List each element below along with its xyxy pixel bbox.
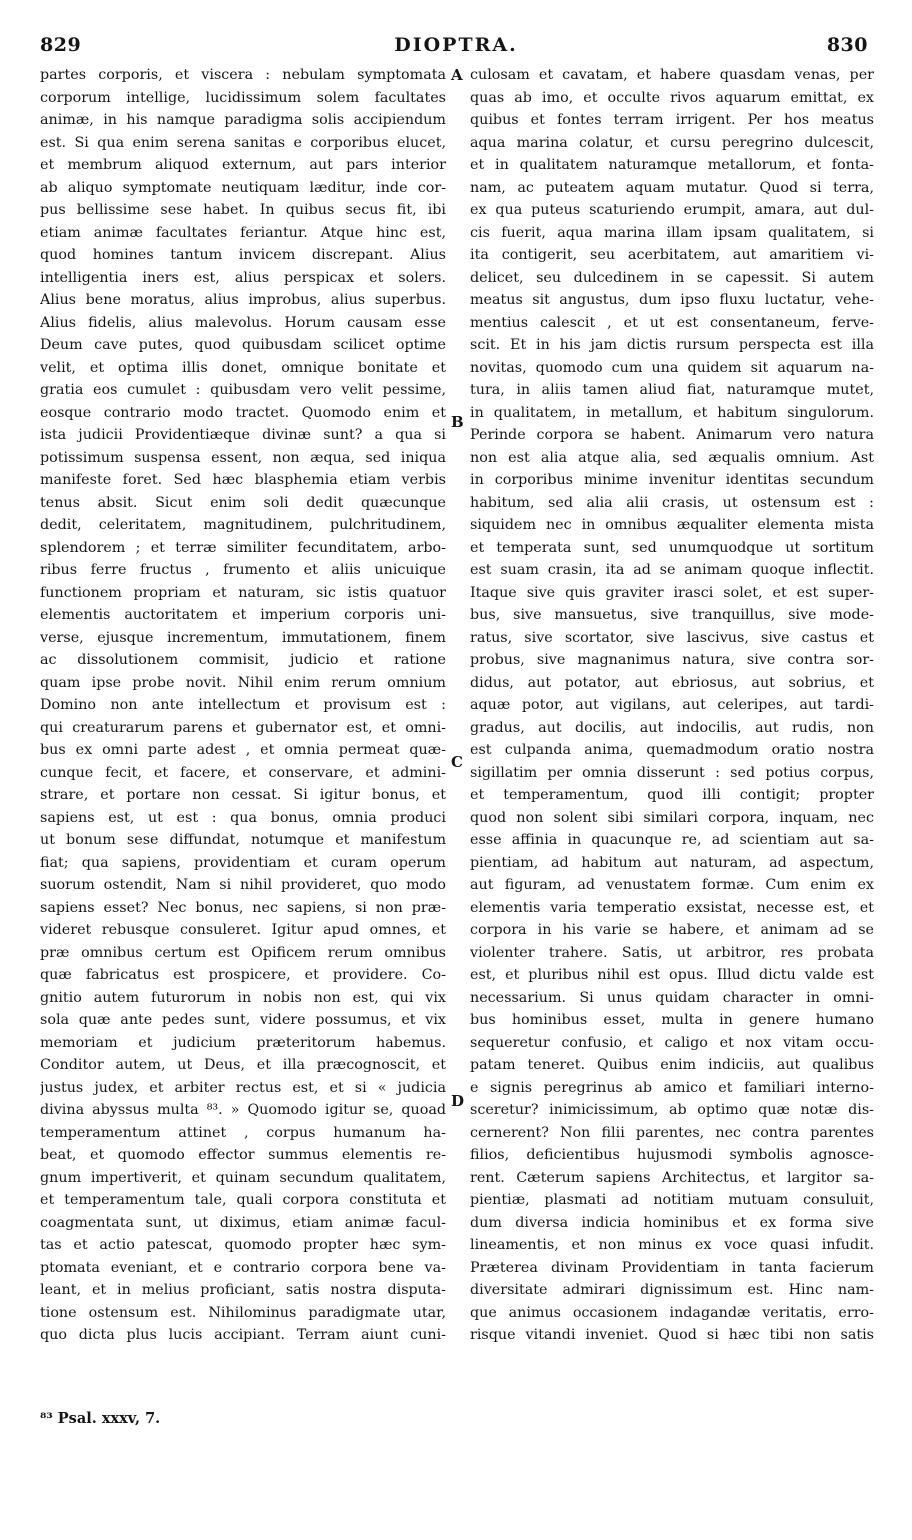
section-marker-c: C: [451, 753, 463, 771]
text-line: nam, ac puteatem aquam mutatur. Quod si terra,: [470, 179, 874, 196]
section-marker-d: D: [451, 1092, 465, 1110]
text-line: siquidem nec in omnibus æqualiter elementa mista: [470, 517, 874, 533]
text-line: animæ, in his namque paradigma solis accipiendum: [40, 112, 446, 128]
text-line: elementis varia temperatio exsistat, necesse est, et: [470, 899, 874, 916]
text-line: quod homines tantum invicem discrepant. Alius: [40, 247, 446, 263]
text-line: non est alia atque alia, sed æqualis omnium. Ast: [470, 449, 874, 466]
text-line: e signis peregrinus ab amico et familiari interno-: [470, 1079, 874, 1096]
text-line: memoriam et judicium præteritorum habemus.: [40, 1034, 446, 1051]
text-line: diversitate admirari dignissimum est. Hinc nam-: [470, 1282, 874, 1298]
left-text-column: [40, 64, 446, 1347]
text-line: gradus, aut docilis, aut indocilis, aut rudis, non: [470, 719, 874, 736]
text-line: delicet, seu dulcedinem in se capessit. Si autem: [470, 269, 874, 286]
text-line: bus, sive mansuetus, sive tranquillus, sive mode-: [470, 607, 874, 623]
text-line: videret rebusque consuleret. Igitur apud omnes, et: [40, 922, 446, 938]
text-line: est culpanda anima, quemadmodum oratio nostra: [470, 742, 874, 758]
text-line: necessarium. Si unus quidam character in omni-: [470, 989, 874, 1006]
text-line: novitas, quomodo cum una quidem sit aquarum na-: [470, 359, 874, 376]
text-line: tura, in aliis tamen aliud fiat, naturamque mutet,: [470, 382, 874, 398]
text-line: tione ostensum est. Nihilominus paradigmate utar,: [40, 1304, 446, 1321]
text-line: ratus, sive scortator, sive lascivus, sive castus et: [470, 629, 874, 646]
text-line: sequeretur confusio, et caligo et nox vitam occu-: [470, 1034, 874, 1051]
text-line: eosque contrario modo tractet. Quomodo enim et: [40, 404, 446, 421]
text-line: que animus occasionem indagandæ veritatis, erro-: [470, 1304, 874, 1321]
text-line: sapiens est, ut est : qua bonus, omnia produci: [40, 809, 446, 826]
text-line: corporum intellige, lucidissimum solem facultates: [40, 89, 446, 106]
text-line: pientiam, ad habitum aut naturam, ad aspectum,: [470, 854, 874, 871]
text-line: aquæ potor, aut vigilans, aut celeripes, aut tardi-: [470, 697, 874, 713]
text-line: tenus absit. Sicut enim soli dedit quæcunque: [40, 494, 446, 511]
text-line: corpora in his varie se habere, et animam ad se: [470, 922, 874, 938]
text-line: risque vitandi inveniet. Quod si hæc tibi non satis: [470, 1327, 874, 1343]
text-line: ut bonum sese diffundat, notumque et manifestum: [40, 832, 446, 848]
text-line: pientiæ, plasmati ad notitiam mutuam consuluit,: [470, 1192, 874, 1208]
text-line: potissimum suspensa essent, non æqua, sed iniqua: [40, 449, 446, 466]
text-line: Domino non ante intellectum et provisum est :: [40, 697, 446, 713]
text-line: Perinde corpora se habent. Animarum vero natura: [470, 427, 874, 443]
text-line: aqua marina colatur, et cursu peregrino dulcescit,: [470, 134, 874, 151]
text-line: tas et actio patescat, quomodo propter hæc sym-: [40, 1237, 446, 1253]
text-line: fiat; qua sapiens, providentiam et curam operum: [40, 854, 446, 871]
text-line: sceretur? inimicissimum, ab optimo quæ notæ dis-: [470, 1102, 874, 1118]
text-line: sapiens esset? Nec bonus, nec sapiens, si non præ-: [40, 899, 446, 916]
text-line: gnitio autem futurorum in nobis non est, qui vix: [40, 989, 446, 1006]
text-line: quo dicta plus lucis accipiant. Terram aiunt cuni-: [40, 1327, 446, 1343]
text-line: justus judex, et arbiter rectus est, et si « judicia: [40, 1079, 446, 1096]
text-line: quod non solent sibi similari corpora, inquam, nec: [470, 809, 874, 826]
text-line: quas ab imo, et occulte rivos aquarum emittat, ex: [470, 89, 874, 106]
text-line: et temperata sunt, sed unumquodque ut sortitum: [470, 539, 874, 556]
text-line: velit, et optima illis donet, omnique bonitate et: [40, 359, 446, 376]
text-line: suorum ostendit, Nam si nihil provideret, quo modo: [40, 877, 446, 893]
text-line: ptomata eveniant, et e contrario corpora bene va-: [40, 1259, 446, 1276]
text-line: strare, et portare non cessat. Si igitur bonus, et: [40, 787, 446, 803]
text-line: ita contigerit, seu acerbitatem, aut amaritiem vi-: [470, 247, 874, 263]
text-line: mentius calescit , et ut est consentaneum, ferve-: [470, 314, 874, 331]
text-line: splendorem ; et terræ similiter fecunditatem, arbo-: [40, 539, 446, 556]
text-line: intelligentia iners est, alius perspicax et solers.: [40, 269, 446, 286]
text-line: est. Si qua enim serena sanitas e corporibus elucet,: [40, 134, 446, 151]
section-marker-b: B: [451, 413, 464, 431]
text-line: aut figuram, ad venustatem formæ. Cum enim ex: [470, 877, 874, 893]
text-line: ribus ferre fructus , frumento et aliis unicuique: [40, 562, 446, 578]
text-line: divina abyssus multa ⁸³. » Quomodo igitur se, quoad: [40, 1102, 446, 1118]
text-line: bus ex omni parte adest , et omnia permeat quæ-: [40, 742, 446, 758]
text-line: sigillatim per omnia disserunt : sed potius corpus,: [470, 764, 874, 781]
text-line: dum diversa indicia hominibus et ex forma sive: [470, 1214, 874, 1231]
text-line: violenter trahere. Satis, ut arbitror, res probata: [470, 944, 874, 961]
text-line: lineamentis, et non minus ex voce quasi infudit.: [470, 1237, 874, 1253]
text-line: Itaque sive quis graviter irasci solet, et est super-: [470, 584, 874, 601]
text-line: manifeste foret. Sed hæc blasphemia etiam verbis: [40, 472, 446, 488]
right-text-column: [470, 64, 874, 1347]
text-line: est, et pluribus nihil est opus. Illud dictu valde est: [470, 967, 874, 983]
text-line: coagmentata sunt, ut diximus, etiam animæ facul-: [40, 1214, 446, 1231]
text-line: culosam et cavatam, et habere quasdam venas, per: [470, 67, 874, 83]
running-title: DIOPTRA.: [394, 34, 518, 56]
text-line: gratia eos cumulet : quibusdam vero velit pessime,: [40, 382, 446, 398]
text-line: Alius bene moratus, alius improbus, alius superbus.: [40, 292, 446, 308]
text-line: ex qua puteus scaturiendo erumpit, amara, aut dul-: [470, 202, 874, 218]
text-line: cis fuerit, aqua marina illam ipsam qualitatem, si: [470, 224, 874, 241]
text-line: meatus sit angustus, dum ipso fluxu luctatur, vehe-: [470, 292, 874, 308]
text-line: in corporibus minime invenitur identitas secundum: [470, 472, 874, 488]
text-line: Alius fidelis, alius malevolus. Horum causam esse: [40, 314, 446, 331]
text-line: filios, deficientibus hujusmodi symbolis agnosce-: [470, 1147, 874, 1163]
text-line: Præterea divinam Providentiam in tanta facierum: [470, 1259, 874, 1276]
text-line: esse affinia in quacunque re, ad scientiam aut sa-: [470, 832, 874, 848]
text-line: patam teneret. Quibus enim indiciis, aut qualibus: [470, 1057, 874, 1073]
page-number-left: 829: [40, 34, 82, 56]
text-line: in qualitatem, in metallum, et habitum singulorum.: [470, 404, 874, 421]
text-line: et temperamentum tale, quali corpora constituta et: [40, 1192, 446, 1208]
text-line: est suam crasin, ita ad se animam quoque inflectit.: [470, 562, 874, 578]
text-line: rent. Cæterum sapiens Architectus, et largitor sa-: [470, 1169, 874, 1186]
text-line: partes corporis, et viscera : nebulam symptomata: [40, 67, 446, 83]
text-line: pus bellissime sese habet. In quibus secus fit, ibi: [40, 202, 446, 218]
text-line: dedit, celeritatem, magnitudinem, pulchritudinem,: [40, 517, 446, 533]
text-line: didus, aut potator, aut ebriosus, aut sobrius, et: [470, 674, 874, 691]
text-line: quæ fabricatus est prospicere, et providere. Co-: [40, 967, 446, 983]
text-line: præ omnibus certum est Opificem rerum omnibus: [40, 944, 446, 961]
text-line: quam ipse probe novit. Nihil enim rerum omnium: [40, 674, 446, 691]
text-line: Conditor autem, ut Deus, et illa præcognoscit, et: [40, 1057, 446, 1073]
text-line: leant, et in melius proficiant, satis nostra disputa-: [40, 1282, 446, 1298]
text-line: cernerent? Non filii parentes, nec contra parentes: [470, 1124, 874, 1141]
text-line: verse, ejusque incrementum, immutationem, finem: [40, 629, 446, 646]
page-number-right: 830: [826, 34, 868, 56]
text-line: ista judicii Providentiæque divinæ sunt? a qua si: [40, 427, 446, 443]
text-line: functionem propriam et naturam, sic istis quatuor: [40, 584, 446, 601]
text-line: beat, et quomodo effector summus elementis re-: [40, 1147, 446, 1163]
text-line: qui creaturarum parens et gubernator est, et omni-: [40, 719, 446, 736]
text-line: probus, sive magnanimus natura, sive contra sor-: [470, 652, 874, 668]
text-line: scit. Et in his jam dictis rursum perspecta est illa: [470, 337, 874, 353]
text-line: sola quæ ante pedes sunt, videre possumus, et vix: [40, 1012, 446, 1028]
section-marker-a: A: [451, 66, 463, 84]
text-line: temperamentum attinet , corpus humanum ha-: [40, 1124, 446, 1141]
text-line: cunque fecit, et facere, et conservare, et admini-: [40, 764, 446, 781]
text-line: et temperamentum, quod illi contigit; propter: [470, 787, 874, 803]
footnote: ⁸³ Psal. xxxv, 7.: [40, 1410, 161, 1427]
text-line: ac dissolutionem commisit, judicio et ratione: [40, 652, 446, 668]
text-line: Deum cave putes, quod quibusdam scilicet optime: [40, 337, 446, 353]
text-line: etiam animæ facultates feriantur. Atque hinc est,: [40, 224, 446, 241]
text-line: habitum, sed alia alii crasis, ut ostensum est :: [470, 494, 874, 511]
text-line: bus hominibus esset, multa in genere humano: [470, 1012, 874, 1028]
text-line: et membrum aliquod externum, aut pars interior: [40, 157, 446, 173]
text-line: et in qualitatem naturamque metallorum, et fonta-: [470, 157, 874, 173]
text-line: elementis auctoritatem et imperium corporis uni-: [40, 607, 446, 623]
text-line: gnum impertiverit, et quinam secundum qualitatem,: [40, 1169, 446, 1186]
text-line: ab aliquo symptomate neutiquam læditur, inde cor-: [40, 179, 446, 196]
text-line: quibus et fontes terram irrigent. Per hos meatus: [470, 112, 874, 128]
